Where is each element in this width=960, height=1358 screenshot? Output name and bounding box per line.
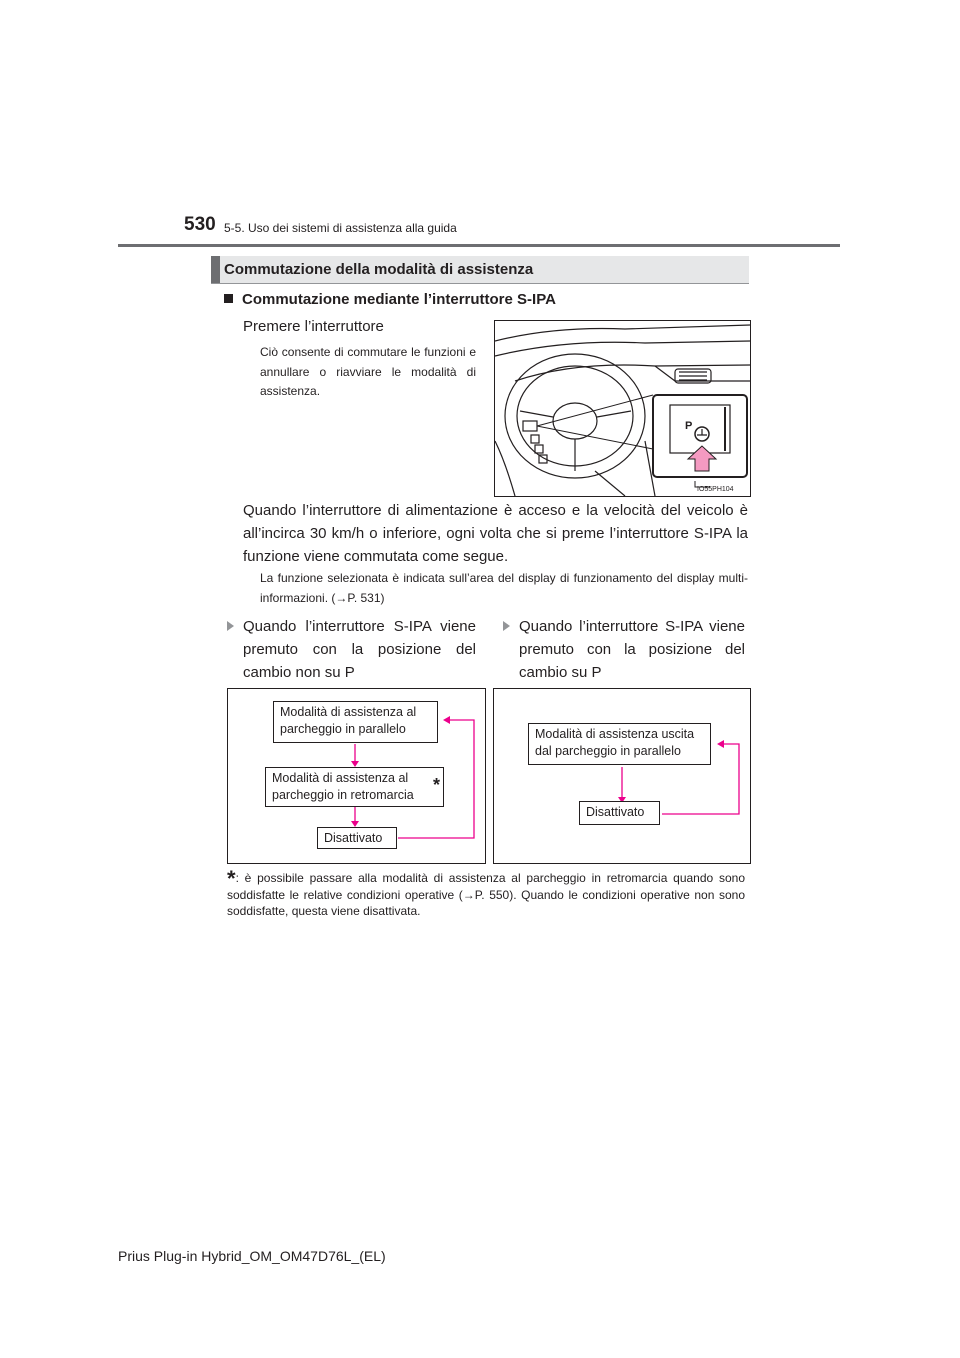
asterisk-mark: * — [432, 775, 440, 795]
dashboard-drawing — [495, 321, 750, 496]
step-instruction: Premere l’interruttore — [243, 318, 384, 335]
illustration-code: IO55PH104 — [697, 486, 734, 493]
footnote-text: : è possibile passare alla modalità di assistenza al parcheggio in retromarcia quando sono soddisfatte le relative condizioni operative (→P. 550). Quando le condizioni operative non sono soddisfatte, questa viene disattivata. — [227, 871, 745, 918]
left-mode-diagram — [227, 688, 486, 864]
footnote-asterisk: * — [227, 866, 236, 891]
body-paragraph: Quando l’interruttore di alimentazione è acceso e la velocità del veicolo è all’incirca 30 km/h o inferiore, ogni volta che si preme l’interruttore S-IPA la funzione viene commutata come segue. — [243, 502, 748, 565]
section-heading — [211, 256, 749, 284]
subsection-heading-text: Commutazione mediante l’interruttore S-IPA — [242, 291, 556, 308]
mode-box-off: Disattivato — [317, 827, 397, 849]
footnote — [227, 866, 745, 919]
mode-box-parallel-exit: Modalità di assistenza uscita dal parcheggio in parallelo — [528, 723, 711, 765]
chapter-title: 5-5. Uso dei sistemi di assistenza alla guida — [224, 221, 457, 235]
mode-box-parallel-parking: Modalità di assistenza al parcheggio in parallelo — [273, 701, 438, 743]
body-note: La funzione selezionata è indicata sull’area del display di funzionamento del display multi-informazioni. (→P. 531) — [260, 571, 748, 605]
page-number: 530 — [184, 214, 216, 235]
section-heading-text: Commutazione della modalità di assistenza — [224, 261, 534, 278]
section-heading-bar — [211, 256, 220, 283]
left-condition-text: Quando l’interruttore S-IPA viene premuto con la posizione del cambio non su P — [243, 618, 476, 681]
mode-box-off: Disattivato — [579, 801, 660, 825]
dashboard-illustration — [494, 320, 751, 497]
right-mode-diagram — [493, 688, 751, 864]
mode-box-reverse-parking — [265, 767, 444, 807]
mode-box-reverse-parking-text: Modalità di assistenza al parcheggio in retromarcia — [272, 771, 414, 802]
subsection-heading — [224, 291, 556, 308]
left-condition-heading — [243, 615, 476, 684]
document-footer: Prius Plug-in Hybrid_OM_OM47D76L_(EL) — [118, 1248, 386, 1264]
right-condition-text: Quando l’interruttore S-IPA viene premuto con la posizione del cambio su P — [519, 618, 745, 681]
p-label: P — [685, 420, 693, 432]
right-diagram-arrows — [494, 689, 750, 863]
step-note: Ciò consente di commutare le funzioni e annullare o riavviare le modalità di assistenza. — [260, 345, 476, 398]
right-condition-heading — [519, 615, 745, 684]
header-rule — [118, 244, 840, 247]
square-bullet-icon — [224, 294, 233, 303]
triangle-bullet-icon — [227, 621, 234, 631]
triangle-bullet-icon — [503, 621, 510, 631]
